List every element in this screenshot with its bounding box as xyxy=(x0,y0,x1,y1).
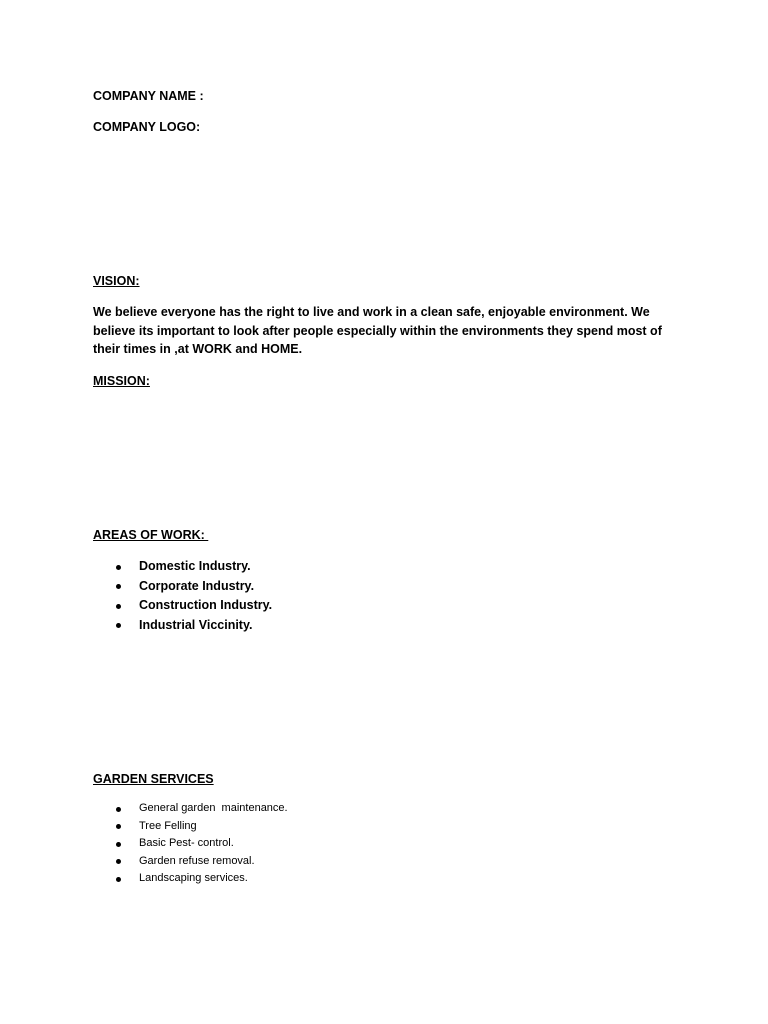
bullet-icon xyxy=(116,877,121,882)
areas-of-work-heading: AREAS OF WORK: xyxy=(93,528,209,542)
list-item-text: Landscaping services. xyxy=(139,872,248,884)
bullet-icon xyxy=(116,842,121,847)
garden-services-list xyxy=(93,800,288,888)
list-item-text: Domestic Industry. xyxy=(139,559,251,573)
bullet-icon xyxy=(116,807,121,812)
vision-heading: VISION: xyxy=(93,274,140,288)
bullet-icon xyxy=(116,565,121,570)
list-item-text: General garden maintenance. xyxy=(139,802,288,814)
list-item-text: Corporate Industry. xyxy=(139,578,255,593)
company-logo-label: COMPANY LOGO: xyxy=(93,120,201,134)
bullet-icon xyxy=(116,604,121,609)
vision-paragraph: We believe everyone has the right to live and work in a clean safe, enjoyable environment. We believe its important to look after people especially within the environments they spend most of their times in ,at WORK and HOME. xyxy=(93,305,662,356)
list-item xyxy=(93,596,272,616)
list-item xyxy=(93,557,272,577)
mission-heading: MISSION: xyxy=(93,374,150,388)
list-item xyxy=(93,870,288,888)
bullet-icon xyxy=(116,584,121,589)
company-name-label: COMPANY NAME : xyxy=(93,89,204,103)
bullet-icon xyxy=(116,623,121,628)
list-item-text: Garden refuse removal. xyxy=(139,854,255,867)
list-item-text: Industrial Viccinity. xyxy=(139,617,253,632)
bullet-icon xyxy=(116,824,121,829)
list-item-text: Construction Industry. xyxy=(139,598,273,612)
list-item-text: Basic Pest- control. xyxy=(139,837,234,849)
bullet-icon xyxy=(116,859,121,864)
list-item xyxy=(93,818,288,836)
areas-of-work-list xyxy=(93,557,272,635)
list-item xyxy=(93,800,288,818)
list-item xyxy=(93,853,288,871)
list-item xyxy=(93,577,272,597)
garden-services-heading: GARDEN SERVICES xyxy=(93,772,214,786)
list-item xyxy=(93,616,272,636)
list-item xyxy=(93,835,288,853)
list-item-text: Tree Felling xyxy=(139,819,197,832)
